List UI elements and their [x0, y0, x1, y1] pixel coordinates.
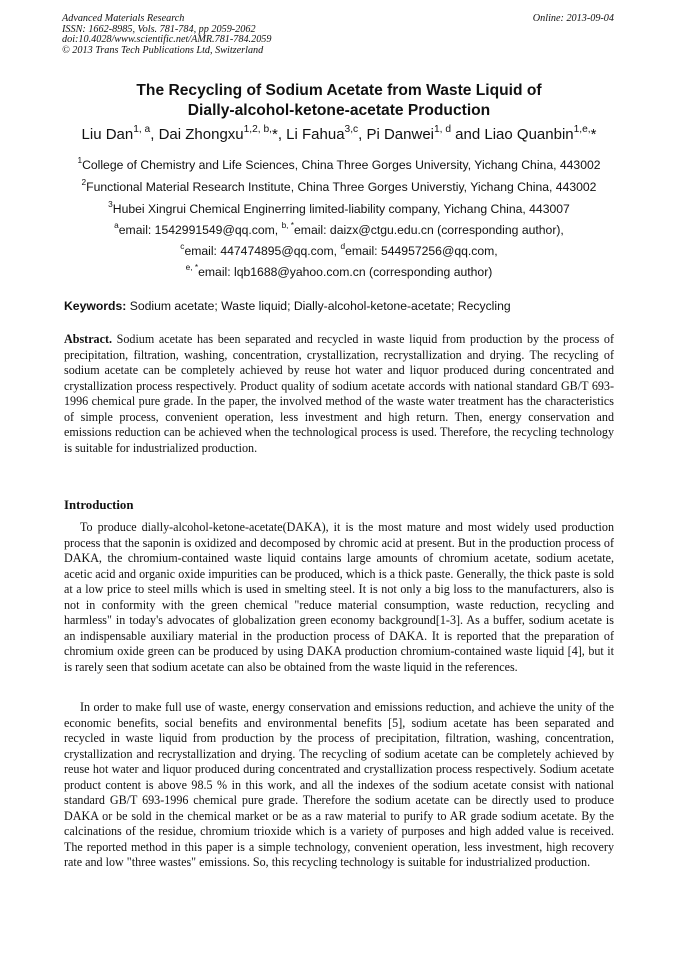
- paper-title: [40, 81, 638, 121]
- keywords-label: Keywords:: [64, 299, 127, 313]
- author-affiliation-mark: 1, d: [434, 123, 451, 135]
- affiliation-3: [20, 198, 658, 220]
- author-separator: ,: [150, 126, 159, 143]
- introduction-paragraph-1: To produce dially-alcohol-ketone-acetate(DAKA), it is the most mature and most widely used production process that the saponin is oxidized and decomposed by chromic acid at present. But in the production process of DAKA, the chromium-contained waste liquid contains large amounts of chromium acetate, sodium acetate, acetic acid and organic oxide impurities can be produced, which is a thick paste. Generally, the thick paste is sold at a low price to steel mills which is used in smelting steel. It is not only a big loss to the manufacturers, also is not in conformity with the green chemical "reduce material consumption, waste reduction, recycling and harmless" in today's advocates of globalization green economy background[1-3]. As a buffer, sodium acetate is an indispensable auxiliary material in the production process of DAKA. It is reported that the preparation of chromium oxide green can be produced by using DAKA production chromium-contained waste liquid [4], but it is rarely seen that sodium acetate can also be obtained from the waste liquid in the references.: [64, 520, 614, 674]
- email-mark: a: [114, 220, 119, 231]
- keywords: [64, 298, 616, 314]
- journal-header: [62, 14, 271, 56]
- email-mark: d: [340, 241, 346, 252]
- email-line-1: [20, 220, 658, 241]
- author-separator: ,: [277, 126, 287, 143]
- email-text: email: lqb1688@yahoo.com.cn (corresponding author): [198, 265, 493, 279]
- affiliation-text: Functional Material Research Institute, China Three Gorges Universtiy, Yichang China, 443002: [86, 180, 597, 194]
- author-separator: and: [451, 126, 485, 143]
- section-heading: Introduction: [64, 498, 134, 512]
- online-date: Online: 2013-09-04: [532, 13, 614, 24]
- doi-line: doi:10.4028/www.scientific.net/AMR.781-784.2059: [62, 34, 272, 46]
- journal-name: Advanced Materials Research: [62, 13, 185, 24]
- email-text: email: daizx@ctgu.edu.cn (corresponding author),: [294, 223, 564, 237]
- affiliation-list: [20, 154, 658, 283]
- author-name: Liao Quanbin: [484, 126, 574, 143]
- author-affiliation-mark: 1,e,: [573, 123, 591, 135]
- author-separator: ,: [358, 126, 367, 143]
- affiliation-2: [20, 176, 658, 198]
- keywords-text: Sodium acetate; Waste liquid; Dially-alcohol-ketone-acetate; Recycling: [126, 299, 511, 313]
- abstract-text: Sodium acetate has been separated and recycled in waste liquid from production by the process of precipitation, filtration, washing, concentration, crystallization, recrystallization and drying. The recycling of sodium acetate can be completely achieved by reuse hot water and liquor produced during concentrated and crystallization process respectively. Product quality of sodium acetate accords with national standard GB/T 693-1996 chemical pure grade. In the paper, the involved method of the waste water treatment has the characteristics of simple process, convenient operation, less investment and high return. Then, energy conservation and emissions reduction can be achieved when the technological process is used. Therefore, the recycling technology is suitable for industrialized production.: [64, 332, 614, 455]
- corresponding-star: *: [271, 126, 278, 143]
- author-affiliation-mark: 1,2, b,: [243, 123, 272, 135]
- copyright-line: © 2013 Trans Tech Publications Ltd, Switzerland: [62, 44, 264, 56]
- author-name: Dai Zhongxu: [158, 126, 244, 143]
- email-text: email: 544957256@qq.com,: [345, 244, 498, 258]
- affiliation-mark: 3: [108, 199, 113, 210]
- affiliation-text: Hubei Xingrui Chemical Enginerring limited-liability company, Yichang China, 443007: [112, 202, 570, 216]
- author-affiliation-mark: 1, a: [133, 123, 151, 135]
- email-mark: b, *: [281, 220, 295, 231]
- introduction-paragraph-2: In order to make full use of waste, energy conservation and emissions reduction, and achieve the unity of the economic benefits, social benefits and environmental benefits [5], sodium acetate has been separated and recycled in waste liquid from production by the process of precipitation, filtration, washing, concentration, crystallization and recrystallization and drying. The recycling of sodium acetate can be completely achieved by reuse hot water and liquor produced during concentrated and crystallization process respectively. Sodium acetate product content is above 98.5 % in this work, and all the indexes of the sodium acetate consist with national standard GB/T 693-1996 chemical pure grade. Therefore the sodium acetate can be directly used to produce DAKA or be sold in the chemical market or be as a raw material to purify to AR grade sodium acetate. By the calcinations of the residue, chromium trioxide which is a variety of purposes and high added value is received. The reported method in this paper is a simple technology, convenient operation, less investment, high recovery rate and low "three wastes" emissions. So, this recycling technology is suitable for industrialized production.: [64, 700, 614, 870]
- author-affiliation-mark: 3,c: [344, 123, 359, 135]
- email-mark: e, *: [185, 262, 199, 273]
- author-name: Li Fahua: [286, 126, 345, 143]
- email-text: email: 447474895@qq.com,: [184, 244, 341, 258]
- affiliation-mark: 2: [81, 177, 87, 188]
- affiliation-mark: 1: [77, 155, 83, 166]
- email-line-3: [20, 262, 658, 283]
- author-name: Pi Danwei: [366, 126, 434, 143]
- issn-line: ISSN: 1662-8985, Vols. 781-784, pp 2059-2062: [62, 23, 256, 35]
- author-list: [20, 125, 658, 145]
- email-text: email: 1542991549@qq.com,: [118, 223, 282, 237]
- affiliation-1: [20, 154, 658, 176]
- author-name: Liu Dan: [81, 126, 134, 143]
- corresponding-star: *: [590, 126, 597, 143]
- abstract-label: Abstract.: [64, 332, 113, 346]
- email-line-2: [20, 241, 658, 262]
- abstract: [64, 332, 614, 456]
- title-line-2: Dially-alcohol-ketone-acetate Production: [187, 102, 491, 119]
- email-mark: c: [180, 241, 185, 252]
- affiliation-text: College of Chemistry and Life Sciences, China Three Gorges University, Yichang China, 443002: [82, 158, 601, 172]
- title-line-1: The Recycling of Sodium Acetate from Waste Liquid of: [136, 82, 542, 99]
